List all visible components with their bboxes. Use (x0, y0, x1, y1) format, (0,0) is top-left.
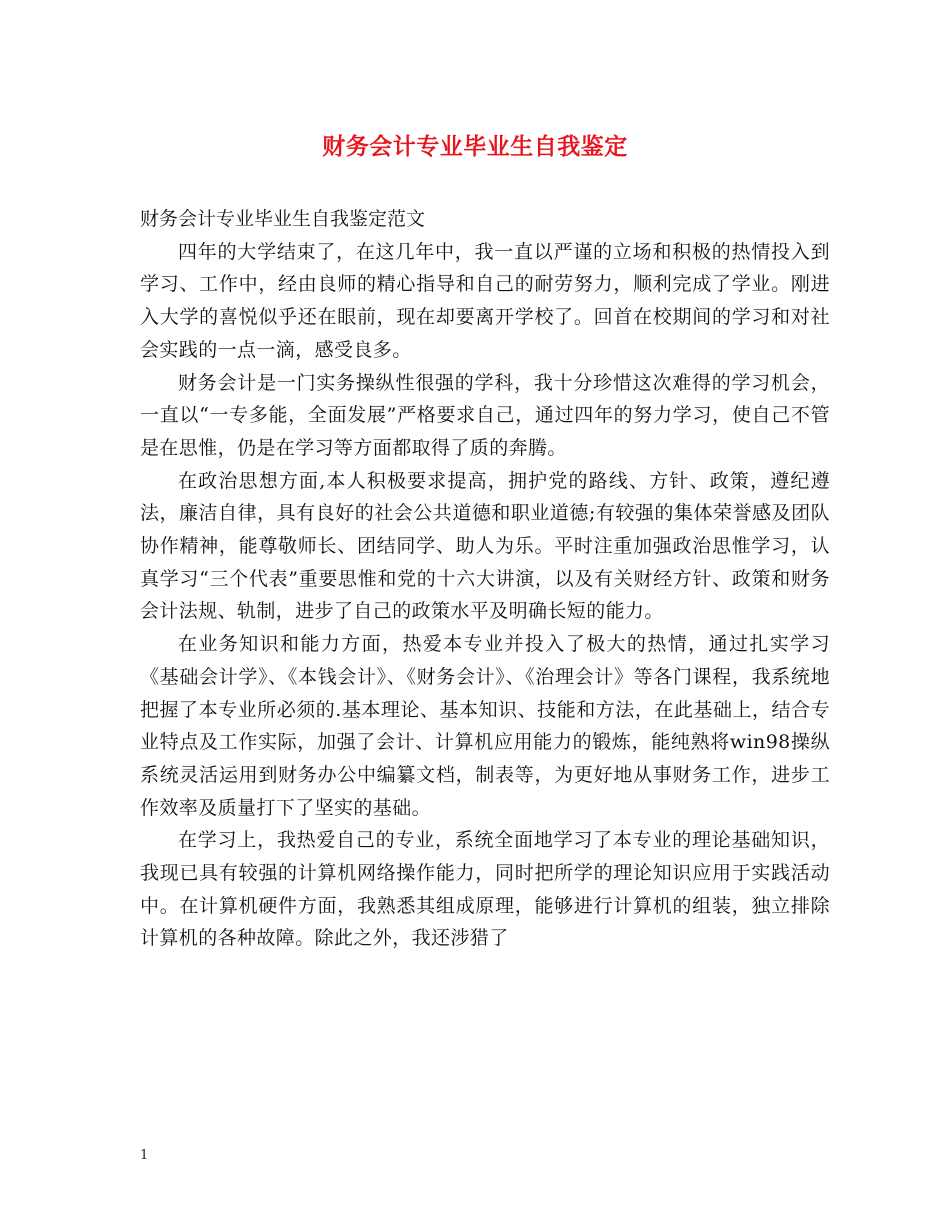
paragraph-discipline: 财务会计是一门实务操纵性很强的学科，我十分珍惜这次难得的学习机会，一直以“一专多能，全面发展”严格要求自己，通过四年的努力学习，使自己不管是在思惟，仍是在学习等方面都取得了质的奔腾。 (140, 371, 830, 459)
document-title: 财务会计专业毕业生自我鉴定 (322, 133, 628, 160)
paragraph-professional-skills: 在业务知识和能力方面，热爱本专业并投入了极大的热情，通过扎实学习《基础会计学》、《本钱会计》、《财务会计》、《治理会计》等各门课程，我系统地把握了本专业所必须的.基本理论、基本知识、技能和方法，在此基础上，结合专业特点及工作实际，加强了会计、计算机应用能力的锻炼，能纯熟将win98操纵系统灵活运用到财务办公中编纂文档，制表等，为更好地从事财务工作，进步工作效率及质量打下了坚实的基础。 (140, 633, 830, 819)
paragraph-study: 在学习上，我热爱自己的专业，系统全面地学习了本专业的理论基础知识，我现已具有较强的计算机网络操作能力，同时把所学的理论知识应用于实践活动中。在计算机硬件方面，我熟悉其组成原理，能够进行计算机的组装，独立排除计算机的各种故障。除此之外，我还涉猎了 (140, 829, 830, 950)
document-subtitle: 财务会计专业毕业生自我鉴定范文 (140, 208, 426, 230)
page-number: 1 (140, 1148, 149, 1163)
document-body (140, 203, 830, 955)
paragraph-intro: 四年的大学结束了，在这几年中，我一直以严谨的立场和积极的热情投入到学习、工作中，经由良师的精心指导和自己的耐劳努力，顺利完成了学业。刚进入大学的喜悦似乎还在眼前，现在却要离开学校了。回首在校期间的学习和对社会实践的一点一滴，感受良多。 (140, 240, 830, 361)
paragraph-political: 在政治思想方面,本人积极要求提高，拥护党的路线、方针、政策，遵纪遵法，廉洁自律，具有良好的社会公共道德和职业道德;有较强的集体荣誉感及团队协作精神，能尊敬师长、团结同学、助人为乐。平时注重加强政治思惟学习，认真学习“三个代表”重要思惟和党的十六大讲演，以及有关财经方针、政策和财务会计法规、轨制，进步了自己的政策水平及明确长短的能力。 (140, 469, 830, 623)
